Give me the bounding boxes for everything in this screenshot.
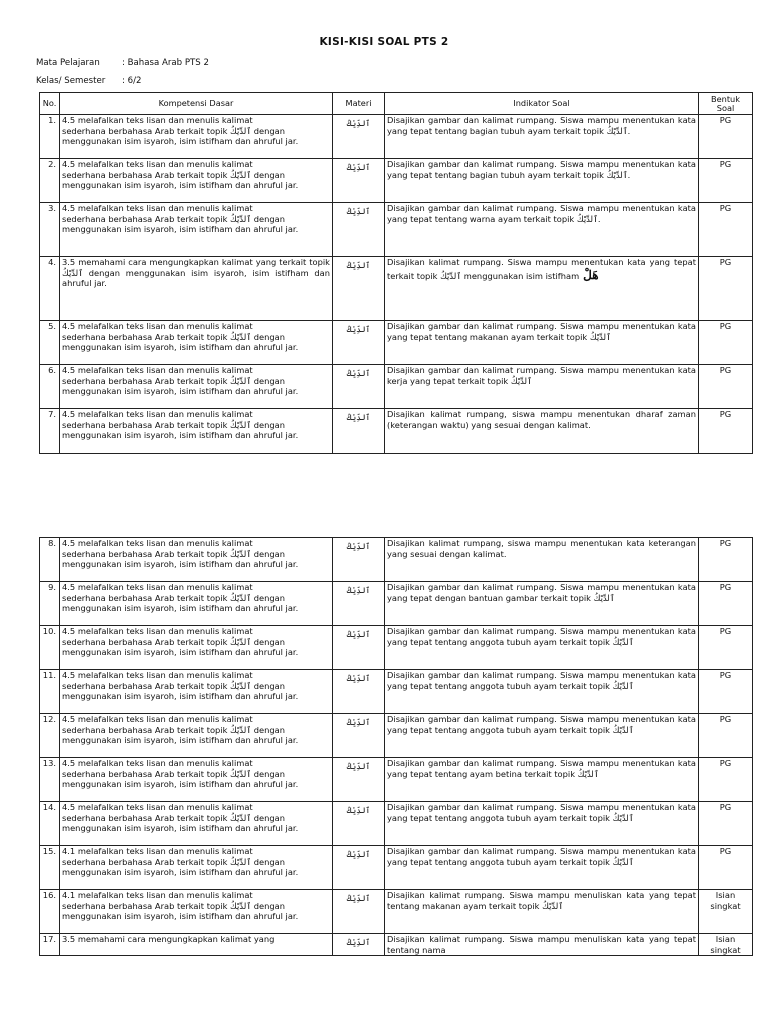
bentuk-soal-cell: PG (699, 802, 753, 846)
kd-line: menggunakan isim isyaroh, isim istifham dan ahruful jar. (62, 136, 299, 147)
kompetensi-dasar-cell (60, 538, 333, 582)
indikator-text: Disajikan gambar dan kalimat rumpang. Siswa mampu menentukan kata yang tepat tentang warna ayam terkait topik ٱلدِّيْكُ. (387, 203, 696, 224)
row-number: 10. (40, 626, 60, 670)
indikator-cell (385, 159, 699, 203)
materi-cell: ٱلدِّيْكُ (333, 203, 385, 257)
indikator-text: Disajikan gambar dan kalimat rumpang. Siswa mampu menentukan kata yang tepat tentang anggota tubuh ayam terkait topik ٱلدِّيْكُ (387, 714, 696, 735)
row-number: 15. (40, 846, 60, 890)
indikator-text: Disajikan gambar dan kalimat rumpang. Siswa mampu menentukan kata yang tepat tentang bagian tubuh ayam terkait topik ٱلدِّيْكُ. (387, 159, 696, 180)
page-title: KISI-KISI SOAL PTS 2 (319, 36, 449, 48)
bentuk-soal-cell: PG (699, 365, 753, 409)
kd-line: sederhana berbahasa Arab terkait topik ٱلدِّيْكُ dengan (62, 768, 285, 779)
indikator-cell (385, 758, 699, 802)
bentuk-soal-cell: Isian singkat (699, 934, 753, 956)
kd-line: 4.1 melafalkan teks lisan dan menulis kalimat (62, 846, 253, 856)
indikator-cell (385, 538, 699, 582)
indikator-cell (385, 934, 699, 956)
kd-line: 4.5 melafalkan teks lisan dan menulis kalimat (62, 321, 253, 331)
kd-line: menggunakan isim isyaroh, isim istifham dan ahruful jar. (62, 779, 299, 790)
kd-line: sederhana berbahasa Arab terkait topik ٱلدِّيْكُ dengan (62, 419, 285, 430)
kd-line: sederhana berbahasa Arab terkait topik ٱلدِّيْكُ dengan (62, 724, 285, 735)
kd-line: sederhana berbahasa Arab terkait topik ٱلدِّيْكُ dengan (62, 213, 285, 224)
indikator-text: Disajikan kalimat rumpang. Siswa mampu menentukan kata yang tepat terkait topik ٱلدِّيْكُ menggunakan isim istifham (387, 257, 696, 281)
indikator-cell (385, 802, 699, 846)
kd-line: sederhana berbahasa Arab terkait topik ٱلدِّيْكُ dengan (62, 636, 285, 647)
materi-cell: ٱلدِّيْكُ (333, 934, 385, 956)
kompetensi-dasar-cell (60, 714, 333, 758)
indikator-cell (385, 890, 699, 934)
mapel-label: Mata Pelajaran (36, 58, 100, 68)
col-header-indikator: Indikator Soal (385, 93, 699, 115)
header-row (40, 93, 753, 115)
row-number: 13. (40, 758, 60, 802)
kd-line: sederhana berbahasa Arab terkait topik ٱلدِّيْكُ dengan (62, 680, 285, 691)
kd-line: sederhana berbahasa Arab terkait topik ٱلدِّيْكُ dengan (62, 125, 285, 136)
table-row (40, 670, 753, 714)
indikator-text: Disajikan gambar dan kalimat rumpang. Siswa mampu menentukan kata yang tepat tentang anggota tubuh ayam terkait topik ٱلدِّيْكُ (387, 670, 696, 691)
kd-line: sederhana berbahasa Arab terkait topik ٱلدِّيْكُ dengan (62, 592, 285, 603)
table-row (40, 890, 753, 934)
kd-line: 4.5 melafalkan teks lisan dan menulis kalimat (62, 626, 253, 636)
table-row (40, 538, 753, 582)
col-header-bentuk: Bentuk Soal (699, 93, 753, 115)
kompetensi-dasar-cell (60, 582, 333, 626)
kelas-label: Kelas/ Semester (36, 76, 106, 86)
bentuk-soal-cell: PG (699, 670, 753, 714)
table-row (40, 758, 753, 802)
row-number: 3. (40, 203, 60, 257)
kd-line: 4.5 melafalkan teks lisan dan menulis kalimat (62, 538, 253, 548)
kd-line: 4.5 melafalkan teks lisan dan menulis kalimat (62, 714, 253, 724)
kd-line: sederhana berbahasa Arab terkait topik ٱلدِّيْكُ dengan (62, 375, 285, 386)
indikator-text: Disajikan gambar dan kalimat rumpang. Siswa mampu menentukan kata yang tepat tentang anggota tubuh ayam terkait topik ٱلدِّيْكُ (387, 626, 696, 647)
isim-istifham-word: هَلْ (583, 267, 599, 282)
kd-line: sederhana berbahasa Arab terkait topik ٱلدِّيْكُ dengan (62, 548, 285, 559)
kd-line: 4.1 melafalkan teks lisan dan menulis kalimat (62, 890, 253, 900)
materi-cell: ٱلدِّيْكُ (333, 321, 385, 365)
materi-cell: ٱلدِّيْكُ (333, 758, 385, 802)
indikator-cell (385, 670, 699, 714)
kompetensi-dasar-cell (60, 670, 333, 714)
indikator-text: Disajikan gambar dan kalimat rumpang. Siswa mampu menentukan kata yang tepat tentang makanan ayam terkait topik ٱلدِّيْكُ (387, 321, 696, 342)
kd-line: menggunakan isim isyaroh, isim istifham dan ahruful jar. (62, 823, 299, 834)
materi-cell: ٱلدِّيْكُ (333, 257, 385, 321)
bentuk-soal-cell: PG (699, 115, 753, 159)
kelas-value: : 6/2 (122, 76, 142, 86)
table-row (40, 846, 753, 890)
materi-cell: ٱلدِّيْكُ (333, 846, 385, 890)
table-row (40, 365, 753, 409)
materi-cell: ٱلدِّيْكُ (333, 159, 385, 203)
kd-line: 4.5 melafalkan teks lisan dan menulis kalimat (62, 409, 253, 419)
table-row (40, 115, 753, 159)
kd-line: sederhana berbahasa Arab terkait topik ٱلدِّيْكُ dengan (62, 169, 285, 180)
indikator-cell (385, 257, 699, 321)
kd-line: sederhana berbahasa Arab terkait topik ٱلدِّيْكُ dengan (62, 812, 285, 823)
bentuk-soal-cell: PG (699, 626, 753, 670)
kd-line: 4.5 melafalkan teks lisan dan menulis kalimat (62, 670, 253, 680)
kd-line: menggunakan isim isyaroh, isim istifham dan ahruful jar. (62, 867, 299, 878)
kd-line: 4.5 melafalkan teks lisan dan menulis kalimat (62, 203, 253, 213)
row-number: 12. (40, 714, 60, 758)
materi-cell: ٱلدِّيْكُ (333, 626, 385, 670)
row-number: 16. (40, 890, 60, 934)
indikator-cell (385, 846, 699, 890)
kd-line: sederhana berbahasa Arab terkait topik ٱلدِّيْكُ dengan (62, 856, 285, 867)
row-number: 2. (40, 159, 60, 203)
kd-line: menggunakan isim isyaroh, isim istifham dan ahruful jar. (62, 559, 299, 570)
indikator-cell (385, 321, 699, 365)
kompetensi-dasar-cell (60, 321, 333, 365)
indikator-text: Disajikan gambar dan kalimat rumpang. Siswa mampu menentukan kata yang tepat dengan bantuan gambar terkait topik ٱلدِّيْكُ (387, 582, 696, 603)
row-number: 5. (40, 321, 60, 365)
bentuk-soal-cell: PG (699, 159, 753, 203)
kd-line: menggunakan isim isyaroh, isim istifham dan ahruful jar. (62, 735, 299, 746)
kompetensi-dasar-cell (60, 115, 333, 159)
kompetensi-dasar-cell (60, 257, 333, 321)
materi-cell: ٱلدِّيْكُ (333, 115, 385, 159)
kd-line: menggunakan isim isyaroh, isim istifham dan ahruful jar. (62, 180, 299, 191)
kompetensi-dasar-cell (60, 934, 333, 956)
materi-cell: ٱلدِّيْكُ (333, 890, 385, 934)
table-row (40, 714, 753, 758)
indikator-text: Disajikan gambar dan kalimat rumpang. Siswa mampu menentukan kata yang tepat tentang bagian tubuh ayam terkait topik ٱلدِّيْكُ. (387, 115, 696, 136)
table-body-1 (40, 115, 753, 454)
indikator-cell (385, 714, 699, 758)
indikator-text: Disajikan kalimat rumpang. Siswa mampu menuliskan kata yang tepat tentang nama (387, 934, 696, 955)
indikator-text: Disajikan kalimat rumpang. Siswa mampu menuliskan kata yang tepat tentang makanan ayam terkait topik ٱلدِّيْكُ (387, 890, 696, 911)
kompetensi-dasar-cell (60, 802, 333, 846)
materi-cell: ٱلدِّيْكُ (333, 582, 385, 626)
table-row (40, 934, 753, 956)
indikator-cell (385, 365, 699, 409)
kd-line: menggunakan isim isyaroh, isim istifham dan ahruful jar. (62, 386, 299, 397)
bentuk-soal-cell: PG (699, 538, 753, 582)
bentuk-soal-cell: PG (699, 321, 753, 365)
row-number: 17. (40, 934, 60, 956)
table-body-2 (40, 538, 753, 956)
table-row (40, 159, 753, 203)
kisi-table-2 (39, 537, 753, 956)
materi-cell: ٱلدِّيْكُ (333, 670, 385, 714)
kompetensi-dasar-cell (60, 409, 333, 454)
kd-line: menggunakan isim isyaroh, isim istifham dan ahruful jar. (62, 430, 299, 441)
kompetensi-dasar-cell (60, 890, 333, 934)
table-row (40, 257, 753, 321)
kd-line: 4.5 melafalkan teks lisan dan menulis kalimat (62, 582, 253, 592)
materi-cell: ٱلدِّيْكُ (333, 802, 385, 846)
indikator-text: Disajikan gambar dan kalimat rumpang. Siswa mampu menentukan kata yang tepat tentang anggota tubuh ayam terkait topik ٱلدِّيْكُ (387, 846, 696, 867)
kd-line: 4.5 melafalkan teks lisan dan menulis kalimat (62, 758, 253, 768)
kompetensi-dasar-cell (60, 203, 333, 257)
row-number: 7. (40, 409, 60, 454)
row-number: 14. (40, 802, 60, 846)
kd-line: 3.5 memahami cara mengungkapkan kalimat yang (62, 934, 275, 944)
indikator-cell (385, 582, 699, 626)
kisi-table-1 (39, 92, 753, 454)
bentuk-soal-cell: PG (699, 257, 753, 321)
kd-line: menggunakan isim isyaroh, isim istifham dan ahruful jar. (62, 342, 299, 353)
kd-line: menggunakan isim isyaroh, isim istifham dan ahruful jar. (62, 911, 299, 922)
table-row (40, 409, 753, 454)
kd-line: sederhana berbahasa Arab terkait topik ٱلدِّيْكُ dengan (62, 900, 285, 911)
indikator-text: Disajikan gambar dan kalimat rumpang. Siswa mampu menentukan kata kerja yang tepat terkait topik ٱلدِّيْكُ (387, 365, 696, 386)
meta-kelas (36, 76, 141, 86)
indikator-text: Disajikan kalimat rumpang, siswa mampu menentukan kata keterangan yang sesuai dengan kalimat. (387, 538, 696, 559)
bentuk-soal-cell: PG (699, 758, 753, 802)
indikator-text: Disajikan gambar dan kalimat rumpang. Siswa mampu menentukan kata yang tepat tentang ayam betina terkait topik ٱلدِّيْكُ (387, 758, 696, 779)
kompetensi-dasar-cell (60, 365, 333, 409)
row-number: 4. (40, 257, 60, 321)
table-row (40, 802, 753, 846)
indikator-cell (385, 409, 699, 454)
indikator-cell (385, 203, 699, 257)
kd-line: 3.5 memahami cara mengungkapkan kalimat yang terkait topik ٱلدِّيْكُ dengan menggunakan isim isyaroh, isim istifham dan ahruful jar. (62, 257, 330, 289)
kompetensi-dasar-cell (60, 159, 333, 203)
col-header-kd: Kompetensi Dasar (60, 93, 333, 115)
bentuk-soal-cell: PG (699, 409, 753, 454)
col-header-materi: Materi (333, 93, 385, 115)
kompetensi-dasar-cell (60, 846, 333, 890)
kd-line: menggunakan isim isyaroh, isim istifham dan ahruful jar. (62, 603, 299, 614)
kd-line: menggunakan isim isyaroh, isim istifham dan ahruful jar. (62, 647, 299, 658)
meta-mapel (36, 58, 209, 68)
indikator-cell (385, 626, 699, 670)
bentuk-soal-cell: PG (699, 203, 753, 257)
indikator-text: Disajikan kalimat rumpang, siswa mampu menentukan dharaf zaman (keterangan waktu) yang sesuai dengan kalimat. (387, 409, 696, 430)
kd-line: menggunakan isim isyaroh, isim istifham dan ahruful jar. (62, 691, 299, 702)
row-number: 9. (40, 582, 60, 626)
kd-line: menggunakan isim isyaroh, isim istifham dan ahruful jar. (62, 224, 299, 235)
bentuk-soal-cell: PG (699, 846, 753, 890)
indikator-text: Disajikan gambar dan kalimat rumpang. Siswa mampu menentukan kata yang tepat tentang anggota tubuh ayam terkait topik ٱلدِّيْكُ (387, 802, 696, 823)
row-number: 11. (40, 670, 60, 714)
row-number: 6. (40, 365, 60, 409)
materi-cell: ٱلدِّيْكُ (333, 714, 385, 758)
mapel-value: : Bahasa Arab PTS 2 (122, 58, 209, 68)
table-row (40, 582, 753, 626)
indikator-cell (385, 115, 699, 159)
row-number: 8. (40, 538, 60, 582)
materi-cell: ٱلدِّيْكُ (333, 409, 385, 454)
kd-line: 4.5 melafalkan teks lisan dan menulis kalimat (62, 365, 253, 375)
kd-line: sederhana berbahasa Arab terkait topik ٱلدِّيْكُ dengan (62, 331, 285, 342)
table-row (40, 203, 753, 257)
kompetensi-dasar-cell (60, 626, 333, 670)
bentuk-soal-cell: PG (699, 714, 753, 758)
col-header-no: No. (40, 93, 60, 115)
table-row (40, 321, 753, 365)
bentuk-soal-cell: Isian singkat (699, 890, 753, 934)
materi-cell: ٱلدِّيْكُ (333, 365, 385, 409)
kd-line: 4.5 melafalkan teks lisan dan menulis kalimat (62, 159, 253, 169)
table-row (40, 626, 753, 670)
kompetensi-dasar-cell (60, 758, 333, 802)
kd-line: 4.5 melafalkan teks lisan dan menulis kalimat (62, 802, 253, 812)
materi-cell: ٱلدِّيْكُ (333, 538, 385, 582)
row-number: 1. (40, 115, 60, 159)
kd-line: 4.5 melafalkan teks lisan dan menulis kalimat (62, 115, 253, 125)
bentuk-soal-cell: PG (699, 582, 753, 626)
